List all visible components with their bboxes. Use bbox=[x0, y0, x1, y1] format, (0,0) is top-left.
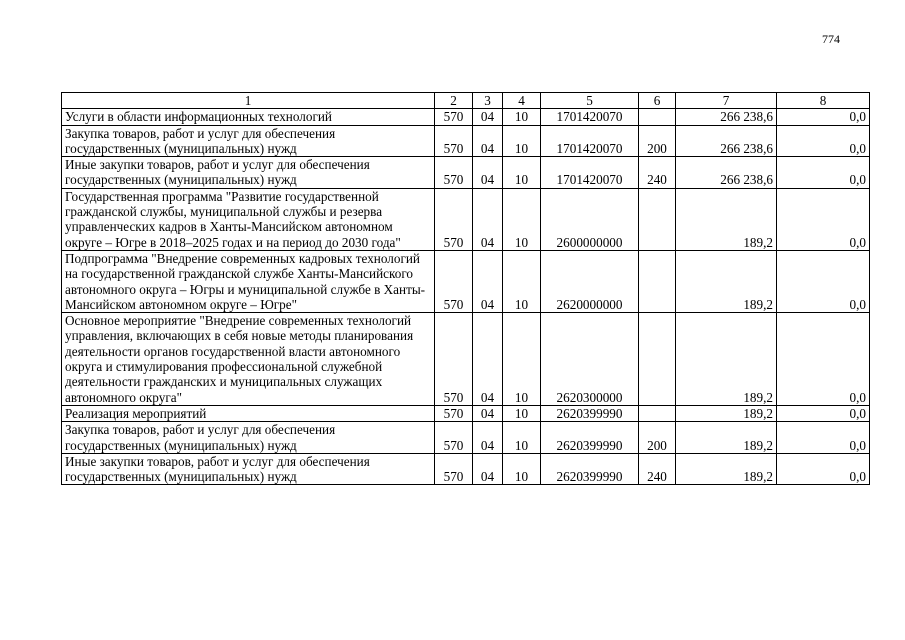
subsection-cell: 10 bbox=[503, 453, 541, 485]
page-number: 774 bbox=[822, 32, 840, 46]
subsection-cell: 10 bbox=[503, 422, 541, 454]
section-cell: 04 bbox=[473, 188, 503, 250]
amount-cell-2: 0,0 bbox=[777, 250, 870, 312]
subsection-cell: 10 bbox=[503, 157, 541, 189]
expense-type-cell: 240 bbox=[639, 157, 676, 189]
column-header: 1 bbox=[62, 93, 435, 109]
row-name-cell: Услуги в области информационных технологий bbox=[62, 109, 435, 125]
row-name-cell: Закупка товаров, работ и услуг для обеспечения государственных (муниципальных) нужд bbox=[62, 422, 435, 454]
admin-code-cell: 570 bbox=[435, 313, 473, 406]
expense-type-cell bbox=[639, 188, 676, 250]
expense-type-cell: 200 bbox=[639, 125, 676, 157]
target-article-cell: 2620399990 bbox=[541, 453, 639, 485]
target-article-cell: 1701420070 bbox=[541, 109, 639, 125]
section-cell: 04 bbox=[473, 405, 503, 421]
amount-cell-2: 0,0 bbox=[777, 405, 870, 421]
expense-type-cell: 240 bbox=[639, 453, 676, 485]
subsection-cell: 10 bbox=[503, 125, 541, 157]
target-article-cell: 2620000000 bbox=[541, 250, 639, 312]
admin-code-cell: 570 bbox=[435, 109, 473, 125]
section-cell: 04 bbox=[473, 250, 503, 312]
admin-code-cell: 570 bbox=[435, 422, 473, 454]
amount-cell: 189,2 bbox=[676, 188, 777, 250]
row-name-cell: Иные закупки товаров, работ и услуг для обеспечения государственных (муниципальных) нужд bbox=[62, 157, 435, 189]
expense-type-cell: 200 bbox=[639, 422, 676, 454]
section-cell: 04 bbox=[473, 125, 503, 157]
admin-code-cell: 570 bbox=[435, 453, 473, 485]
amount-cell-2: 0,0 bbox=[777, 453, 870, 485]
section-cell: 04 bbox=[473, 157, 503, 189]
amount-cell: 189,2 bbox=[676, 250, 777, 312]
header-row bbox=[62, 93, 870, 109]
column-header: 4 bbox=[503, 93, 541, 109]
admin-code-cell: 570 bbox=[435, 405, 473, 421]
column-header: 8 bbox=[777, 93, 870, 109]
row-name-cell: Закупка товаров, работ и услуг для обеспечения государственных (муниципальных) нужд bbox=[62, 125, 435, 157]
amount-cell: 266 238,6 bbox=[676, 157, 777, 189]
amount-cell-2: 0,0 bbox=[777, 422, 870, 454]
row-name-cell: Государственная программа "Развитие государственной гражданской службы, муниципальной службы и резерва управленческих кадров в Ханты-Мансийском автономном округе – Югре в 2018–2025 годах и на период до 2030 года" bbox=[62, 188, 435, 250]
subsection-cell: 10 bbox=[503, 188, 541, 250]
row-name-cell: Основное мероприятие "Внедрение современных технологий управления, включающих в себя новые методы планирования деятельности органов государственной власти автономного округа и стимулирования профессиональной служебной деятельности гражданских и муниципальных служащих автономного округа" bbox=[62, 313, 435, 406]
column-header: 2 bbox=[435, 93, 473, 109]
admin-code-cell: 570 bbox=[435, 125, 473, 157]
table-row bbox=[62, 250, 870, 312]
target-article-cell: 2600000000 bbox=[541, 188, 639, 250]
column-header: 5 bbox=[541, 93, 639, 109]
amount-cell-2: 0,0 bbox=[777, 157, 870, 189]
amount-cell-2: 0,0 bbox=[777, 125, 870, 157]
target-article-cell: 2620300000 bbox=[541, 313, 639, 406]
amount-cell: 189,2 bbox=[676, 313, 777, 406]
subsection-cell: 10 bbox=[503, 109, 541, 125]
table-row bbox=[62, 188, 870, 250]
target-article-cell: 2620399990 bbox=[541, 422, 639, 454]
table-row bbox=[62, 109, 870, 125]
expense-type-cell bbox=[639, 250, 676, 312]
expense-type-cell bbox=[639, 109, 676, 125]
admin-code-cell: 570 bbox=[435, 157, 473, 189]
target-article-cell: 1701420070 bbox=[541, 157, 639, 189]
amount-cell: 266 238,6 bbox=[676, 109, 777, 125]
table-row bbox=[62, 313, 870, 406]
section-cell: 04 bbox=[473, 453, 503, 485]
amount-cell: 189,2 bbox=[676, 422, 777, 454]
table-row bbox=[62, 453, 870, 485]
section-cell: 04 bbox=[473, 313, 503, 406]
table-row bbox=[62, 125, 870, 157]
subsection-cell: 10 bbox=[503, 250, 541, 312]
section-cell: 04 bbox=[473, 422, 503, 454]
row-name-cell: Реализация мероприятий bbox=[62, 405, 435, 421]
amount-cell-2: 0,0 bbox=[777, 109, 870, 125]
admin-code-cell: 570 bbox=[435, 250, 473, 312]
budget-table bbox=[61, 92, 870, 485]
table-row bbox=[62, 422, 870, 454]
amount-cell-2: 0,0 bbox=[777, 313, 870, 406]
amount-cell-2: 0,0 bbox=[777, 188, 870, 250]
row-name-cell: Иные закупки товаров, работ и услуг для обеспечения государственных (муниципальных) нужд bbox=[62, 453, 435, 485]
target-article-cell: 2620399990 bbox=[541, 405, 639, 421]
table-row bbox=[62, 157, 870, 189]
expense-type-cell bbox=[639, 405, 676, 421]
target-article-cell: 1701420070 bbox=[541, 125, 639, 157]
column-header: 3 bbox=[473, 93, 503, 109]
amount-cell: 189,2 bbox=[676, 453, 777, 485]
expense-type-cell bbox=[639, 313, 676, 406]
section-cell: 04 bbox=[473, 109, 503, 125]
subsection-cell: 10 bbox=[503, 405, 541, 421]
column-header: 7 bbox=[676, 93, 777, 109]
table-row bbox=[62, 405, 870, 421]
amount-cell: 266 238,6 bbox=[676, 125, 777, 157]
subsection-cell: 10 bbox=[503, 313, 541, 406]
amount-cell: 189,2 bbox=[676, 405, 777, 421]
admin-code-cell: 570 bbox=[435, 188, 473, 250]
column-header: 6 bbox=[639, 93, 676, 109]
row-name-cell: Подпрограмма "Внедрение современных кадровых технологий на государственной гражданской службе Ханты-Мансийского автономного округа – Югры и муниципальной службе в Ханты-Мансийском автономном округе – Югре" bbox=[62, 250, 435, 312]
